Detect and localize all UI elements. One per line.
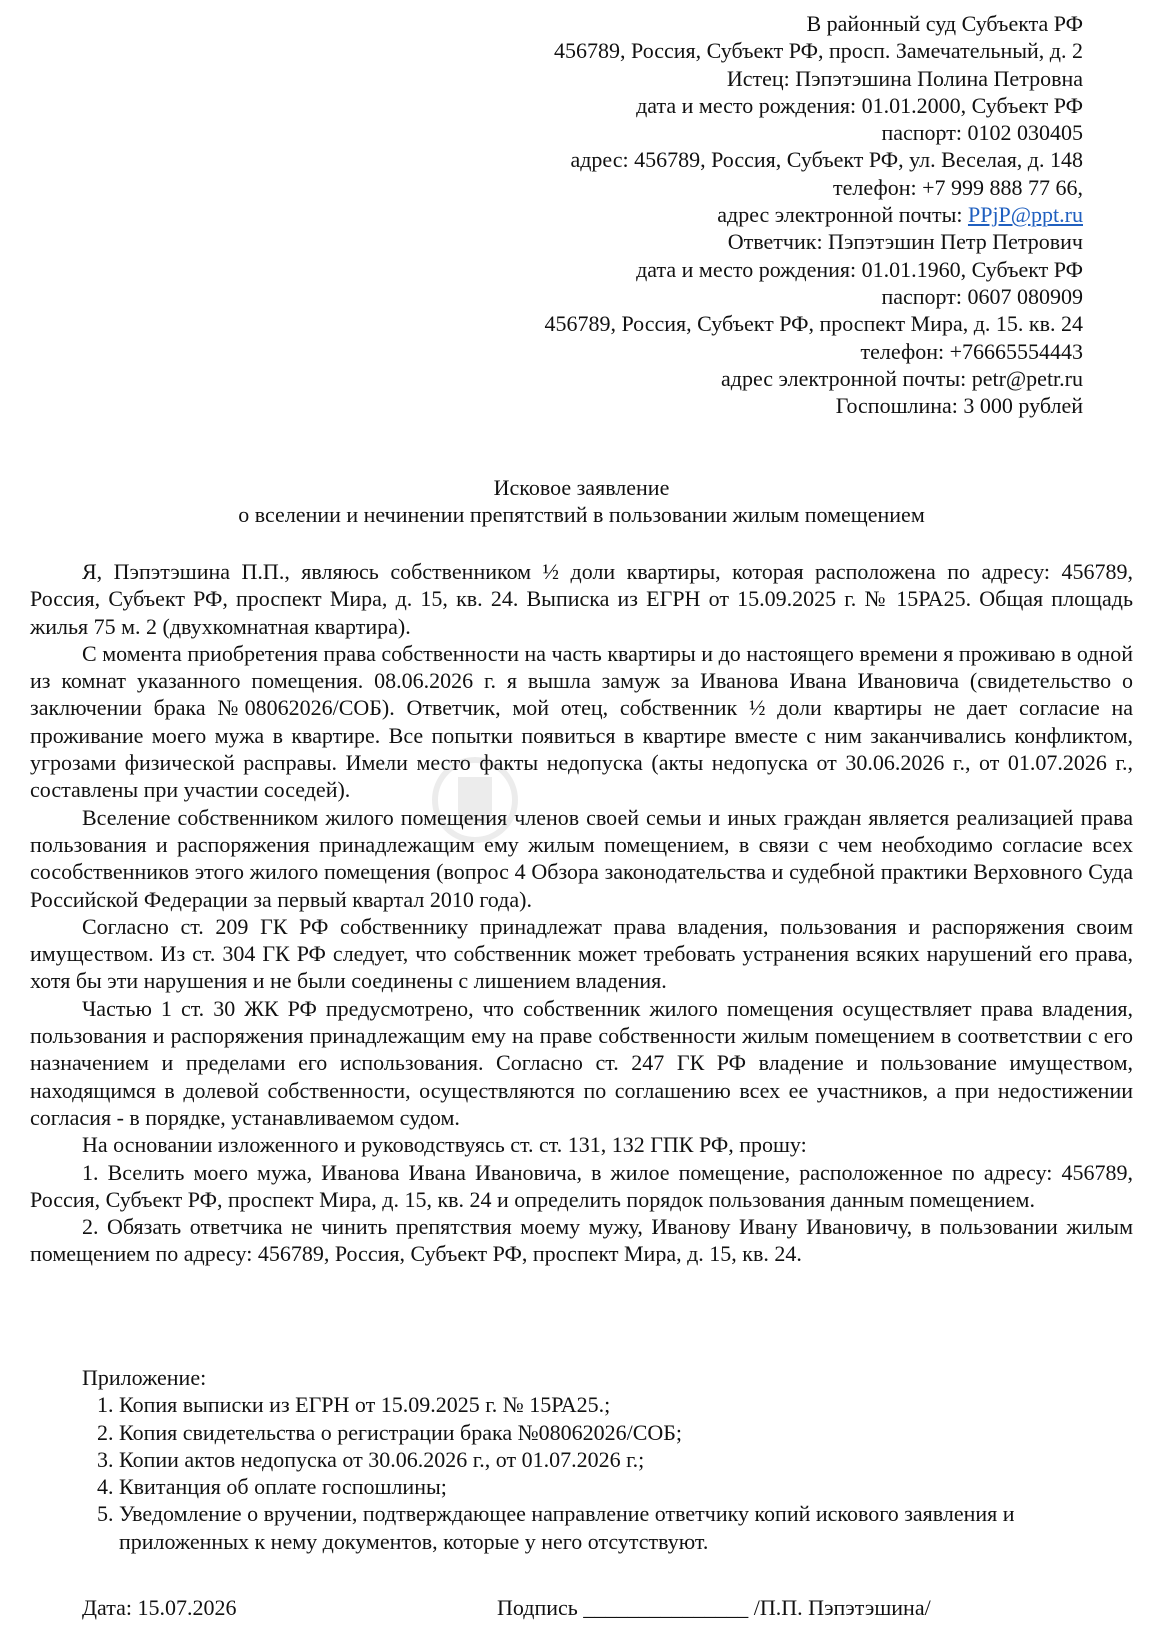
header-line: телефон: +7 999 888 77 66, [833,174,1083,200]
header-line: паспорт: 0102 030405 [881,120,1083,146]
attachment-item: 1. Копия выписки из ЕГРН от 15.09.2025 г. № 15РА25.; [119,1391,1133,1418]
body-paragraph: С момента приобретения права собственности на часть квартиры и до настоящего времени я проживаю в одной из комнат указанного помещения. 08.06.2026 г. я вышла замуж за Иванова Ивана Ивановича (свидетельство о заключении брака №08062026/СОБ). Ответчик, мой отец, собственник ½ доли квартиры не дает согласие на проживание моего мужа в квартире. Все попытки появиться в квартире вместе с ним заканчивались конфликтом, угрозами физической расправы. Имели место факты недопуска (акты недопуска от 30.06.2026 г., от 01.07.2026 г., составлены при участии соседей). [30,640,1133,803]
header-line: Ответчик: Пэпэтэшин Петр Петрович [727,229,1083,255]
claim-body [30,558,1133,1268]
header-line: Госпошлина: 3 000 рублей [835,393,1083,419]
header-line: паспорт: 0607 080909 [881,283,1083,309]
body-paragraph: На основании изложенного и руководствуясь ст. ст. 131, 132 ГПК РФ, прошу: [82,1132,807,1158]
attachments-list [82,1391,1133,1555]
attachments-section [82,1364,1133,1555]
body-paragraph: Частью 1 ст. 30 ЖК РФ предусмотрено, что собственник жилого помещения осуществляет права владения, пользования и распоряжения принадлежащим ему на праве собственности жилым помещением в соответствии с его назначением и пределами его использования. Согласно ст. 247 ГК РФ владение и пользование имуществом, находящимся в долевой собственности, осуществляются по соглашению всех ее участников, а при недостижении согласия - в порядке, устанавливаемом судом. [30,995,1133,1130]
header-line: адрес электронной почты: petr@petr.ru [721,365,1083,391]
header-line: В районный суд Субъекта РФ [806,11,1083,36]
title-line-1: Исковое заявление [493,475,670,500]
header-line: телефон: +76665554443 [860,338,1083,364]
request-item: 1. Вселить моего мужа, Иванова Ивана Ивановича, в жилое помещение, расположенное по адресу: 456789, Россия, Субъект РФ, проспект Мира, д. 15, кв. 24 и определить порядок пользования данным помещением. [30,1159,1133,1212]
addressee-block [383,10,1083,419]
body-paragraph: Я, Пэпэтэшина П.П., являюсь собственником ½ доли квартиры, которая расположена по адресу: 456789, Россия, Субъект РФ, проспект Мира, д. 15, кв. 24. Выписка из ЕГРН от 15.09.2025 г. № 15РА25. Общая площадь жилья 75 м. 2 (двухкомнатная квартира). [30,559,1133,639]
header-line: 456789, Россия, Субъект РФ, просп. Замечательный, д. 2 [554,38,1083,64]
header-line: адрес: 456789, Россия, Субъект РФ, ул. Веселая, д. 148 [570,147,1083,173]
request-item: 2. Обязать ответчика не чинить препятствия моему мужу, Иванову Ивану Ивановичу, в пользовании жилым помещением по адресу: 456789, Россия, Субъект РФ, проспект Мира, д. 15, кв. 24. [30,1214,1133,1267]
header-line: дата и место рождения: 01.01.2000, Субъект РФ [636,92,1083,118]
header-email-line [383,201,1083,228]
header-line: 456789, Россия, Субъект РФ, проспект Мира, д. 15. кв. 24 [544,311,1083,337]
attachments-header: Приложение: [82,1365,207,1390]
header-line: дата и место рождения: 01.01.1960, Субъект РФ [636,256,1083,282]
attachment-item: 5. Уведомление о вручении, подтверждающее направление ответчику копий искового заявления и приложенных к нему документов, которые у него отсутствуют. [119,1500,1133,1555]
attachment-item: 4. Квитанция об оплате госпошлины; [119,1473,1133,1500]
plaintiff-email-link[interactable]: PPjP@ppt.ru [967,202,1083,228]
header-line: Истец: Пэпэтэшина Полина Петровна [726,65,1083,91]
body-paragraph: Согласно ст. 209 ГК РФ собственнику принадлежат права владения, пользования и распоряжения своим имуществом. Из ст. 304 ГК РФ следует, что собственник может требовать устранения всяких нарушений его права, хотя бы эти нарушения и не были соединены с лишением владения. [30,913,1133,994]
title-line-2: о вселении и нечинении препятствий в пользовании жилым помещением [238,502,925,527]
document-title [30,474,1133,528]
attachment-item: 3. Копии актов недопуска от 30.06.2026 г., от 01.07.2026 г.; [119,1446,1133,1473]
signature-line: Подпись _______________ /П.П. Пэпэтэшина/ [497,1595,931,1620]
document-date: Дата: 15.07.2026 [82,1595,237,1620]
body-paragraph: Вселение собственником жилого помещения членов своей семьи и иных граждан является реализацией права пользования и распоряжения принадлежащим ему жилым помещением, в связи с чем необходимо согласие всех сособственников этого жилого помещения (вопрос 4 Обзора законодательства и судебной практики Верховного Суда Российской Федерации за первый квартал 2010 года). [30,804,1133,912]
header-email-label: адрес электронной почты: [717,202,968,228]
attachment-item: 2. Копия свидетельства о регистрации брака №08062026/СОБ; [119,1419,1133,1446]
